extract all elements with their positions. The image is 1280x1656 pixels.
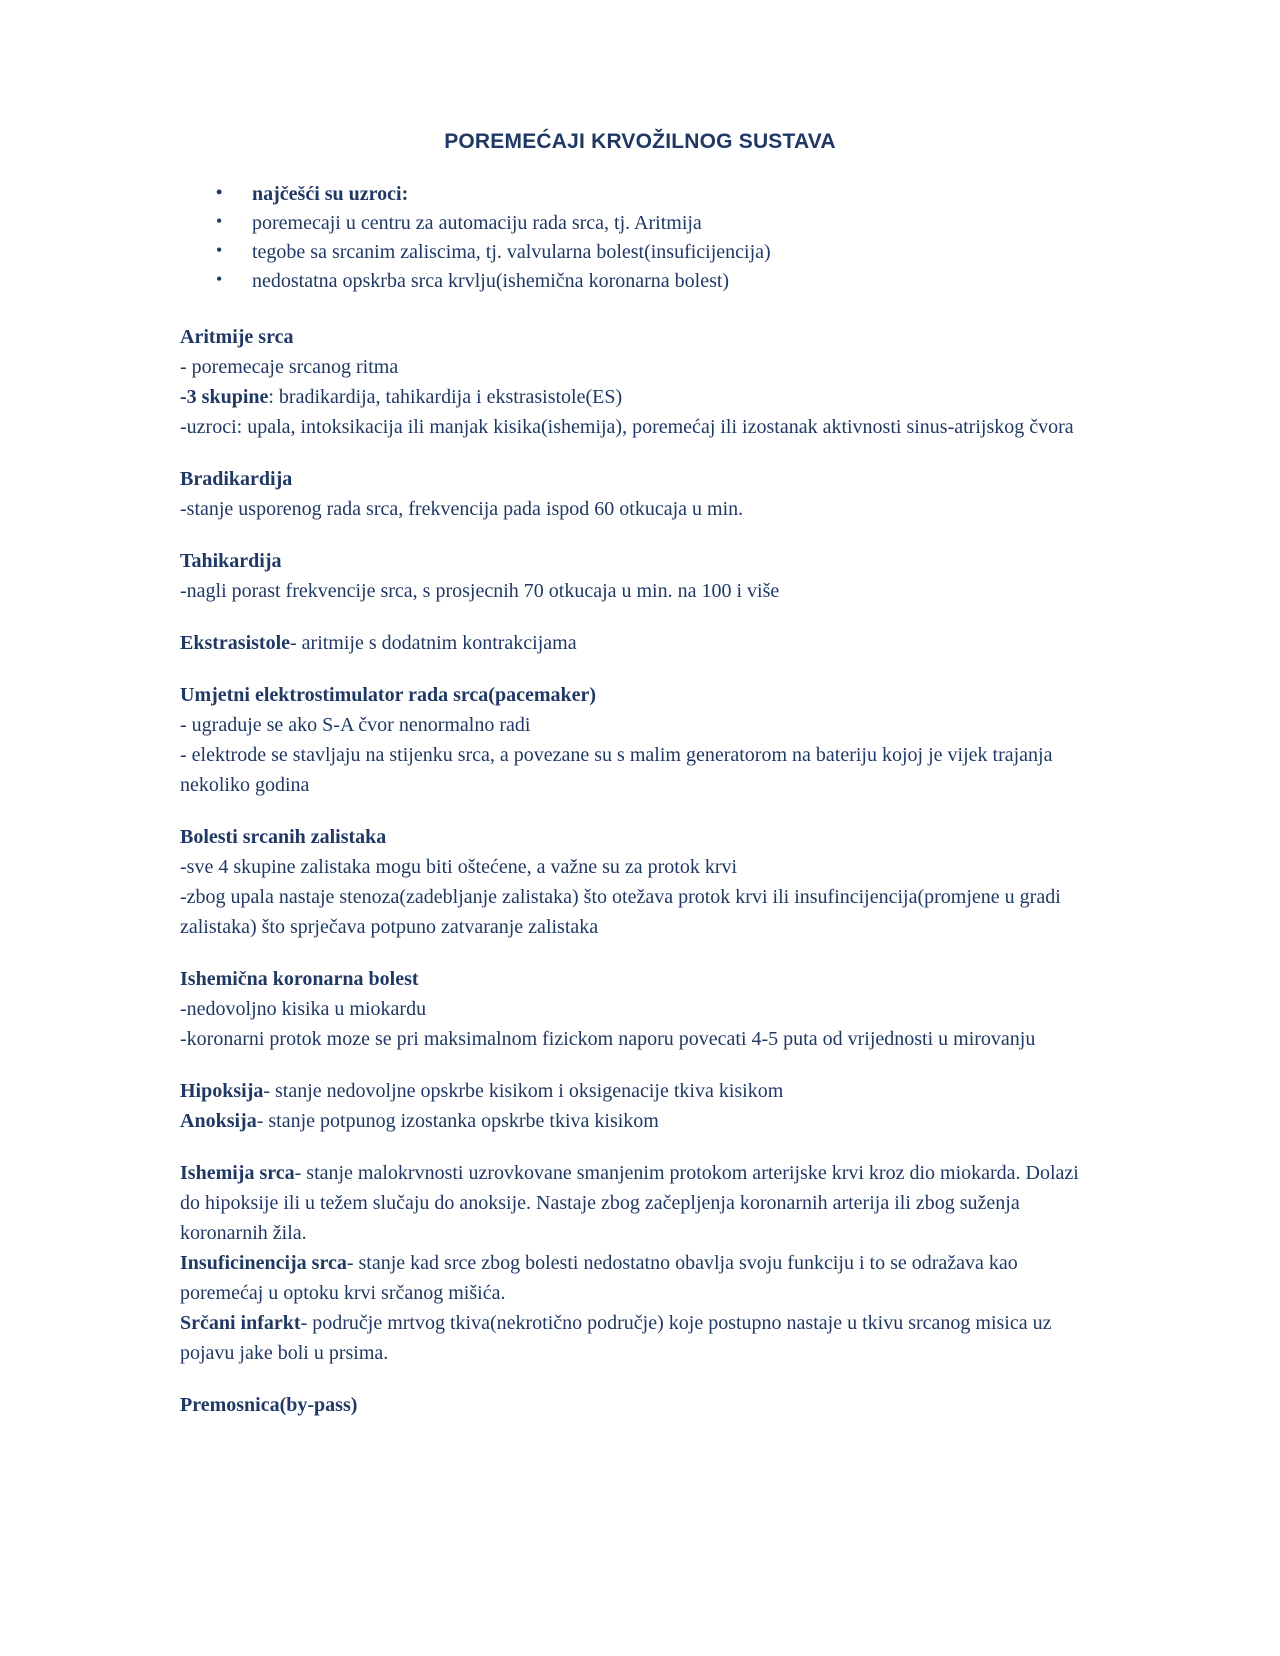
page-title: POREMEĆAJI KRVOŽILNOG SUSTAVA — [444, 130, 836, 153]
definition-text: - aritmije s dodatnim kontrakcijama — [290, 632, 577, 654]
definition-term: Insuficinencija srca — [180, 1252, 347, 1274]
definition-line — [180, 1106, 1100, 1136]
definition-term: Ishemija srca — [180, 1162, 295, 1184]
definition-text: - stanje nedovoljne opskrbe kisikom i oksigenacije tkiva kisikom — [263, 1080, 784, 1102]
definitions-hipoksija-anoksija — [180, 1076, 1100, 1136]
section-line: -koronarni protok moze se pri maksimalnom fizickom naporu povecati 4-5 puta od vrijednosti u mirovanju — [180, 1028, 1036, 1050]
list-item: • najčešći su uzroci: — [216, 180, 1100, 209]
section-line: - elektrode se stavljaju na stijenku srca, a povezane su s malim generatorom na bateriju kojoj je vijek trajanja nekoliko godina — [180, 744, 1053, 796]
section-line: -sve 4 skupine zalistaka mogu biti oštećene, a važne su za protok krvi — [180, 856, 738, 878]
section-line: -stanje usporenog rada srca, frekvencija pada ispod 60 otkucaja u min. — [180, 498, 744, 520]
section-line: -uzroci: upala, intoksikacija ili manjak kisika(ishemija), poremećaj ili izostanak aktivnosti sinus-atrijskog čvora — [180, 416, 1074, 438]
section-tahikardija — [180, 546, 1100, 606]
section-pacemaker — [180, 680, 1100, 800]
definition-term: Ekstrasistole — [180, 632, 290, 654]
section-line: -zbog upala nastaje stenoza(zadebljanje zalistaka) što otežava protok krvi ili insufincijencija(promjene u gradi zalistaka) što sprječava potpuno zatvaranje zalistaka — [180, 886, 1061, 938]
section-heading: Aritmije srca — [180, 326, 294, 348]
section-line: -3 skupine: bradikardija, tahikardija i ekstrasistole(ES) — [180, 386, 623, 408]
definition-term: Hipoksija — [180, 1080, 264, 1102]
definition-line — [180, 1158, 1100, 1248]
section-heading: Bradikardija — [180, 468, 293, 490]
definition-line — [180, 1308, 1100, 1368]
section-heading: Umjetni elektrostimulator rada srca(pacemaker) — [180, 684, 597, 706]
section-ishemicna-koronarna-bolest — [180, 964, 1100, 1054]
section-line: -nedovoljno kisika u miokardu — [180, 998, 427, 1020]
definition-line — [180, 628, 1100, 658]
list-item: • poremecaji u centru za automaciju rada srca, tj. Aritmija — [216, 209, 1100, 238]
section-bolesti-srcanih-zalistaka — [180, 822, 1100, 942]
section-heading: Tahikardija — [180, 550, 282, 572]
definition-ekstrasistole — [180, 628, 1100, 658]
definition-text: - stanje kad srce zbog bolesti nedostatno obavlja svoju funkciju i to se odražava kao poremećaj u optoku krvi srčanog mišića. — [180, 1252, 1018, 1304]
section-line: - ugraduje se ako S-A čvor nenormalno radi — [180, 714, 531, 736]
list-item: • tegobe sa srcanim zaliscima, tj. valvularna bolest(insuficijencija) — [216, 238, 1100, 267]
section-bradikardija — [180, 464, 1100, 524]
definition-text: - stanje potpunog izostanka opskrbe tkiva kisikom — [256, 1110, 659, 1132]
section-line: -nagli porast frekvencije srca, s prosjecnih 70 otkucaja u min. na 100 i više — [180, 580, 780, 602]
definition-text: - stanje malokrvnosti uzrovkovane smanjenim protokom arterijske krvi kroz dio miokarda. Dolazi do hipoksije ili u težem slučaju do anoksije. Nastaje zbog začepljenja koronarnih arterija ili zbog suženja koronarnih žila. — [180, 1162, 1079, 1244]
definition-text: - područje mrtvog tkiva(nekrotično područje) koje postupno nastaje u tkivu srcanog misica uz pojavu jake boli u prsima. — [180, 1312, 1052, 1364]
section-line: - poremecaje srcanog ritma — [180, 356, 399, 378]
definition-line — [180, 1076, 1100, 1106]
list-item: • nedostatna opskrba srca krvlju(ishemična koronarna bolest) — [216, 267, 1100, 296]
causes-list — [180, 180, 1100, 296]
definitions-ishemija-insuficinencija-infarkt — [180, 1158, 1100, 1368]
section-premosnica — [180, 1390, 1100, 1420]
definition-term: Anoksija — [180, 1110, 257, 1132]
section-heading: Ishemična koronarna bolest — [180, 968, 419, 990]
section-heading: Bolesti srcanih zalistaka — [180, 826, 387, 848]
definition-term: Srčani infarkt — [180, 1312, 301, 1334]
definition-line — [180, 1248, 1100, 1308]
section-heading: Premosnica(by-pass) — [180, 1394, 358, 1416]
section-aritmije-srca — [180, 322, 1100, 442]
